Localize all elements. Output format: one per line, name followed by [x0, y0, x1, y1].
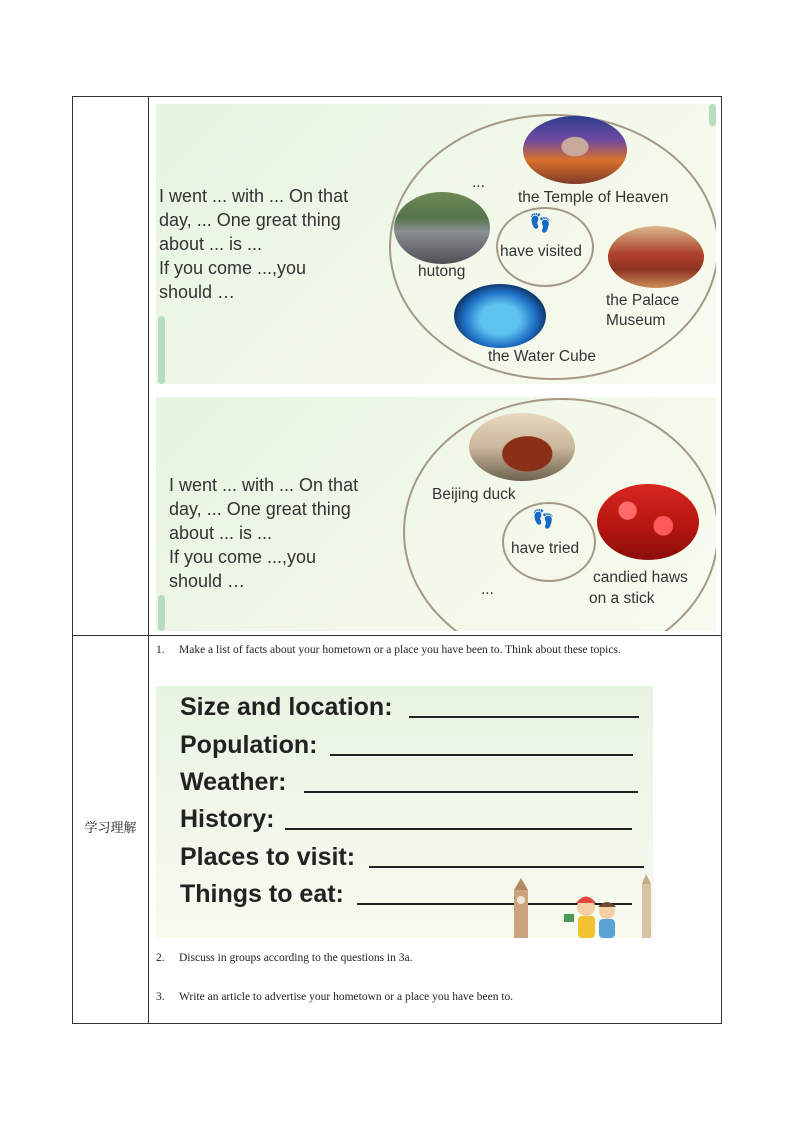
duck-photo	[469, 413, 575, 481]
water-cube-photo	[454, 284, 546, 348]
size-location-label: Size and location:	[180, 693, 393, 721]
step-number: 2.	[156, 952, 165, 964]
step-1	[156, 644, 621, 656]
size-location-row	[180, 692, 393, 722]
slide-have-tried	[156, 397, 716, 631]
duck-label: Beijing duck	[432, 486, 516, 503]
ellipsis: ...	[481, 581, 494, 598]
ellipsis: ...	[472, 174, 485, 191]
sentence-frame: I went ... with ... On that day, ... One great thing about ... is ... If you come ...,you should …	[159, 186, 349, 302]
step-number: 1.	[156, 644, 165, 656]
row-label: 学习理解	[84, 821, 137, 836]
population-label: Population:	[180, 731, 318, 759]
footprints-icon: 👣	[529, 213, 549, 233]
places-row	[180, 842, 355, 872]
water-cube-label: the Water Cube	[488, 348, 596, 365]
weather-row	[180, 767, 287, 797]
cactus-decoration	[709, 104, 716, 126]
step-text: Write an article to advertise your hometown or a place you have been to.	[179, 991, 514, 1003]
row-divider	[73, 635, 721, 636]
weather-blank[interactable]	[304, 791, 638, 793]
places-label: Places to visit:	[180, 843, 356, 871]
step-text: Make a list of facts about your hometown or a place you have been to. Think about these topics.	[179, 644, 621, 656]
history-label: History:	[180, 805, 275, 833]
temple-photo	[523, 116, 627, 184]
history-row	[180, 804, 274, 834]
haws-label-1: candied haws	[593, 569, 688, 586]
lesson-table	[72, 96, 722, 1024]
population-blank[interactable]	[330, 754, 633, 756]
hutong-photo	[394, 192, 490, 264]
step-text: Discuss in groups according to the questions in 3a.	[179, 952, 413, 964]
palace-photo	[608, 226, 704, 288]
facts-worksheet	[156, 686, 653, 938]
haws-label-2: on a stick	[589, 590, 655, 607]
step-2	[156, 952, 412, 964]
food-row	[180, 879, 344, 909]
palace-label-1: the Palace	[606, 292, 680, 309]
food-label: Things to eat:	[180, 880, 344, 908]
cactus-decoration	[158, 316, 165, 384]
slide-have-visited	[156, 104, 716, 384]
haws-photo	[597, 484, 699, 560]
hutong-label: hutong	[418, 263, 466, 280]
history-blank[interactable]	[285, 828, 632, 830]
weather-label: Weather:	[180, 768, 287, 796]
places-blank[interactable]	[369, 866, 644, 868]
cactus-decoration	[158, 595, 165, 631]
column-divider	[148, 97, 149, 1023]
footprints-icon: 👣	[532, 509, 552, 529]
temple-label: the Temple of Heaven	[518, 189, 669, 206]
population-row	[180, 730, 317, 760]
step-3	[156, 991, 513, 1003]
palace-label-2: Museum	[606, 312, 666, 329]
center-label: have tried	[511, 540, 580, 557]
sentence-frame: I went ... with ... On that day, ... One great thing about ... is ... If you come ...,you should …	[169, 475, 359, 591]
tourists-illustration	[508, 874, 653, 938]
step-number: 3.	[156, 991, 165, 1003]
size-location-blank[interactable]	[409, 716, 639, 718]
center-label: have visited	[500, 243, 582, 260]
